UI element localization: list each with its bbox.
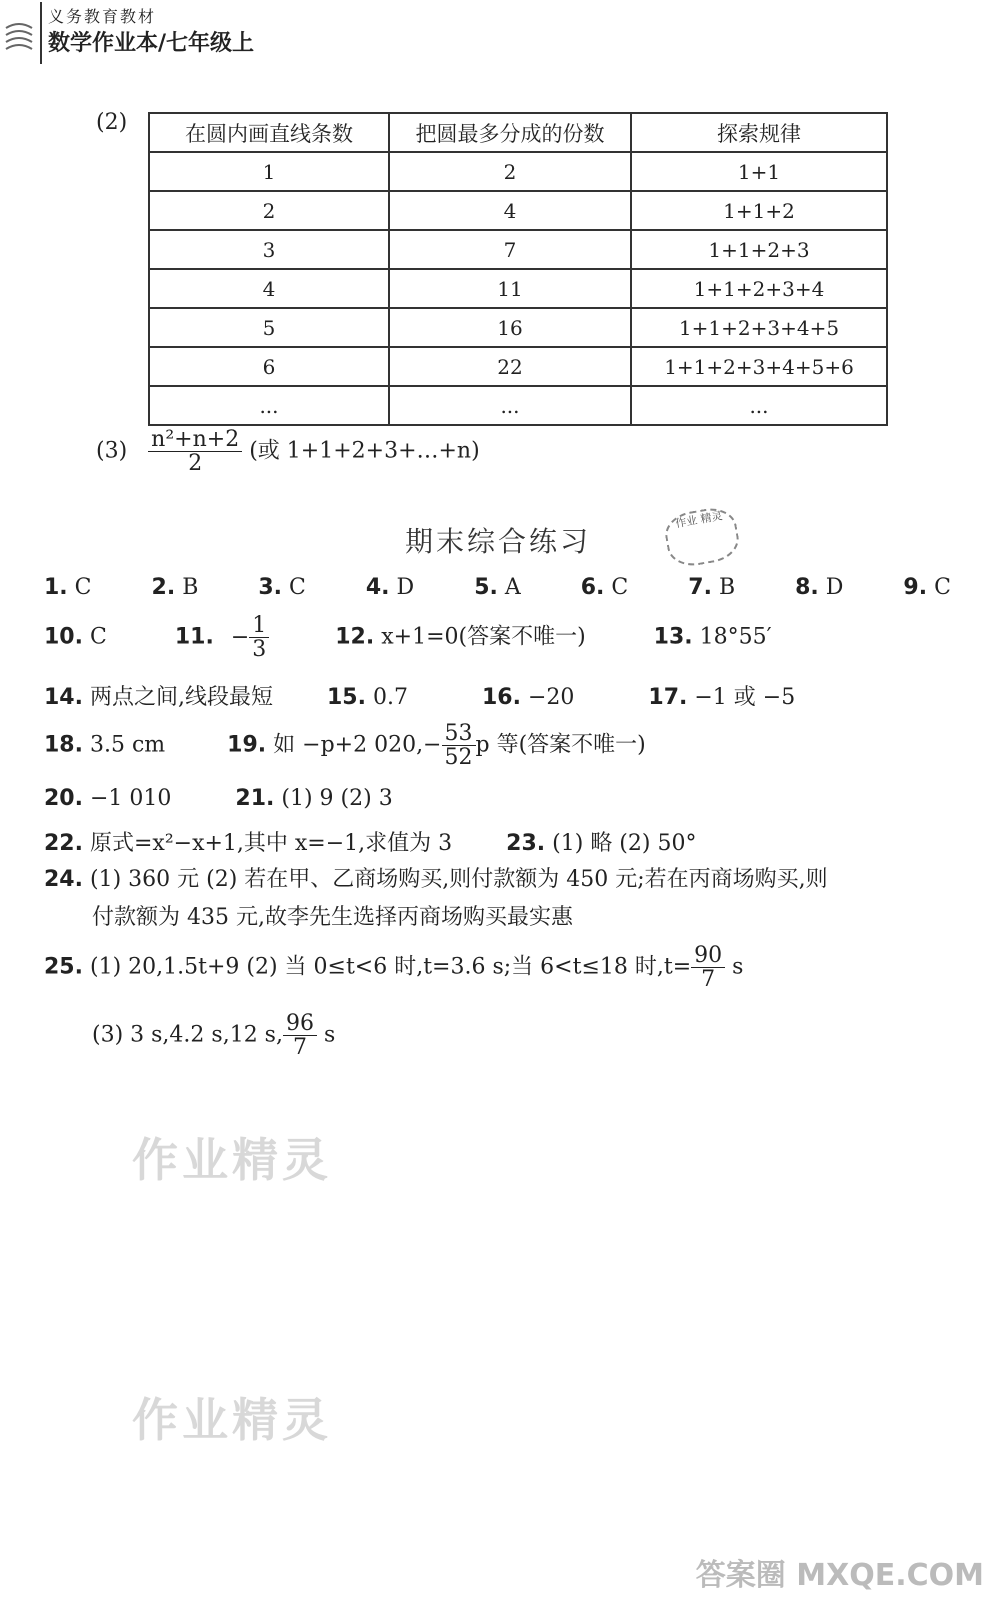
part2-label: (2) <box>96 110 128 135</box>
question-number: 7. <box>688 575 712 600</box>
answer-sign: − <box>230 624 250 650</box>
answer-value: D <box>396 575 415 600</box>
table-cell: 4 <box>389 191 631 230</box>
question-number: 17. <box>648 685 688 710</box>
answer-value: 原式=x²−x+1,其中 x=−1,求值为 3 <box>89 831 453 856</box>
question-number: 24. <box>44 867 83 892</box>
answers-row-7 <box>44 862 828 893</box>
table-cell: 4 <box>149 269 389 308</box>
fraction-denominator: 7 <box>292 1035 307 1061</box>
header-divider <box>40 2 42 64</box>
corner-watermark: 答案圈 MXQE.COM <box>695 1558 984 1593</box>
answer-value: −20 <box>527 685 575 710</box>
fraction-denominator: 3 <box>252 637 267 663</box>
fraction-numerator: 1 <box>249 614 269 638</box>
answer-unit: s <box>732 954 744 980</box>
question-number: 2. <box>151 575 176 600</box>
question-number: 3. <box>258 575 283 600</box>
question-number: 12. <box>335 624 375 650</box>
table-cell: 5 <box>149 308 389 347</box>
question-number: 16. <box>481 685 521 710</box>
answers-row-8-continued <box>92 1012 335 1059</box>
answer-unit: s <box>323 1022 336 1048</box>
answers-row-2 <box>44 614 772 661</box>
table-cell: 16 <box>389 308 631 347</box>
section-title: 期末综合练习 <box>404 525 591 558</box>
table-cell: 1+1+2+3 <box>631 230 887 269</box>
question-number: 18. <box>44 732 83 758</box>
question-number: 8. <box>795 575 819 600</box>
question-number: 19. <box>227 732 267 758</box>
table-row <box>149 269 887 308</box>
fraction-denominator: 52 <box>444 745 473 771</box>
table-cell: 1 <box>149 152 389 191</box>
answer-value: D <box>825 575 844 600</box>
table-row <box>149 347 887 386</box>
answer-value: B <box>718 575 736 600</box>
answer-value: C <box>89 624 107 650</box>
table-cell: 2 <box>149 191 389 230</box>
answers-row-4 <box>44 722 646 769</box>
fraction-denominator: 2 <box>188 451 203 477</box>
table-cell: 6 <box>149 347 389 386</box>
answer-value: 18°55′ <box>699 624 772 650</box>
answer-fraction <box>249 614 269 661</box>
part3-fraction <box>148 428 242 475</box>
answers-row-8 <box>44 944 743 991</box>
answers-row-3 <box>44 680 795 711</box>
table-cell: ... <box>389 386 631 425</box>
question-number: 4. <box>365 575 390 600</box>
header-series: 义务教育教材 <box>48 7 157 26</box>
fraction-numerator: n²+n+2 <box>148 428 242 452</box>
table-cell: 1+1+2+3+4 <box>631 269 887 308</box>
question-number: 5. <box>474 575 498 600</box>
answer-value: p 等(答案不唯一) <box>475 732 646 758</box>
answer-value: B <box>182 575 199 600</box>
answer-value: 0.7 <box>372 685 408 710</box>
table-row <box>149 386 887 425</box>
watermark-text: 作业精灵 <box>132 1393 332 1447</box>
table-cell: ... <box>631 386 887 425</box>
fraction-denominator: 7 <box>701 967 716 993</box>
table-header-cell: 把圆最多分成的份数 <box>389 113 631 152</box>
question-number: 11. <box>174 624 214 650</box>
table-cell: 1+1+2+3+4+5+6 <box>631 347 887 386</box>
table-cell: ... <box>149 386 389 425</box>
question-number: 20. <box>44 786 83 811</box>
stamp-text: 作业 精灵 <box>674 509 724 531</box>
answer-value: C <box>934 575 951 600</box>
table-header-cell: 在圆内画直线条数 <box>149 113 389 152</box>
table-header-row <box>149 113 887 152</box>
answer-value: C <box>74 575 92 600</box>
table-row <box>149 191 887 230</box>
question-number: 23. <box>506 831 546 856</box>
answer-value: A <box>504 575 521 600</box>
answer-value: (1) 略 (2) 50° <box>552 831 697 856</box>
table-cell: 1+1 <box>631 152 887 191</box>
answer-value: C <box>611 575 629 600</box>
part3-answer <box>96 428 480 475</box>
table-cell: 22 <box>389 347 631 386</box>
table-cell: 7 <box>389 230 631 269</box>
question-number: 15. <box>326 685 366 710</box>
question-number: 9. <box>903 575 928 600</box>
answer-value: x+1=0(答案不唯一) <box>381 624 586 650</box>
table-cell: 11 <box>389 269 631 308</box>
question-number: 25. <box>44 954 83 980</box>
answer-value: (1) 20,1.5t+9 (2) 当 0≤t<6 时,t=3.6 s;当 6<t≤18 时,t= <box>89 954 692 980</box>
answers-row-6 <box>44 826 696 857</box>
header-book-title: 数学作业本/七年级上 <box>48 31 255 56</box>
answer-value: 3.5 cm <box>89 732 166 758</box>
answer-fraction <box>442 722 476 769</box>
fraction-numerator: 53 <box>442 722 476 746</box>
table-row <box>149 308 887 347</box>
answer-value: −1 或 −5 <box>694 685 796 710</box>
answer-value: −1 010 <box>89 786 172 811</box>
fraction-numerator: 90 <box>691 944 725 968</box>
answer-value: C <box>289 575 306 600</box>
answers-row-5 <box>44 786 393 811</box>
part3-alternative: (或 1+1+2+3+…+n) <box>249 438 480 464</box>
question-number: 10. <box>44 624 83 650</box>
table-cell: 2 <box>389 152 631 191</box>
answer-fraction <box>691 944 725 991</box>
lines-circle-table <box>148 112 888 426</box>
table-cell: 1+1+2+3+4+5 <box>631 308 887 347</box>
answers-row-7-continued: 付款额为 435 元,故李先生选择丙商场购买最实惠 <box>92 905 573 930</box>
question-number: 22. <box>44 831 83 856</box>
table-cell: 3 <box>149 230 389 269</box>
watermark-text: 作业精灵 <box>132 1133 332 1187</box>
table-row <box>149 230 887 269</box>
answer-value: (1) 360 元 (2) 若在甲、乙商场购买,则付款额为 450 元;若在丙商场购买,则 <box>89 867 828 892</box>
publisher-logo-icon <box>2 18 36 58</box>
fraction-numerator: 96 <box>283 1012 317 1036</box>
question-number: 6. <box>580 575 605 600</box>
answers-row-1 <box>44 575 951 600</box>
table-row <box>149 152 887 191</box>
answer-value: 如 −p+2 020,− <box>273 732 442 758</box>
table-cell: 1+1+2 <box>631 191 887 230</box>
answer-fraction <box>283 1012 317 1059</box>
table-header-cell: 探索规律 <box>631 113 887 152</box>
question-number: 1. <box>44 575 68 600</box>
answer-value: 两点之间,线段最短 <box>89 685 273 710</box>
question-number: 14. <box>44 685 83 710</box>
question-number: 21. <box>235 786 275 811</box>
answer-value: (1) 9 (2) 3 <box>281 786 393 811</box>
answer-value: (3) 3 s,4.2 s,12 s, <box>92 1022 283 1048</box>
question-number: 13. <box>653 624 693 650</box>
part3-label: (3) <box>96 438 128 464</box>
